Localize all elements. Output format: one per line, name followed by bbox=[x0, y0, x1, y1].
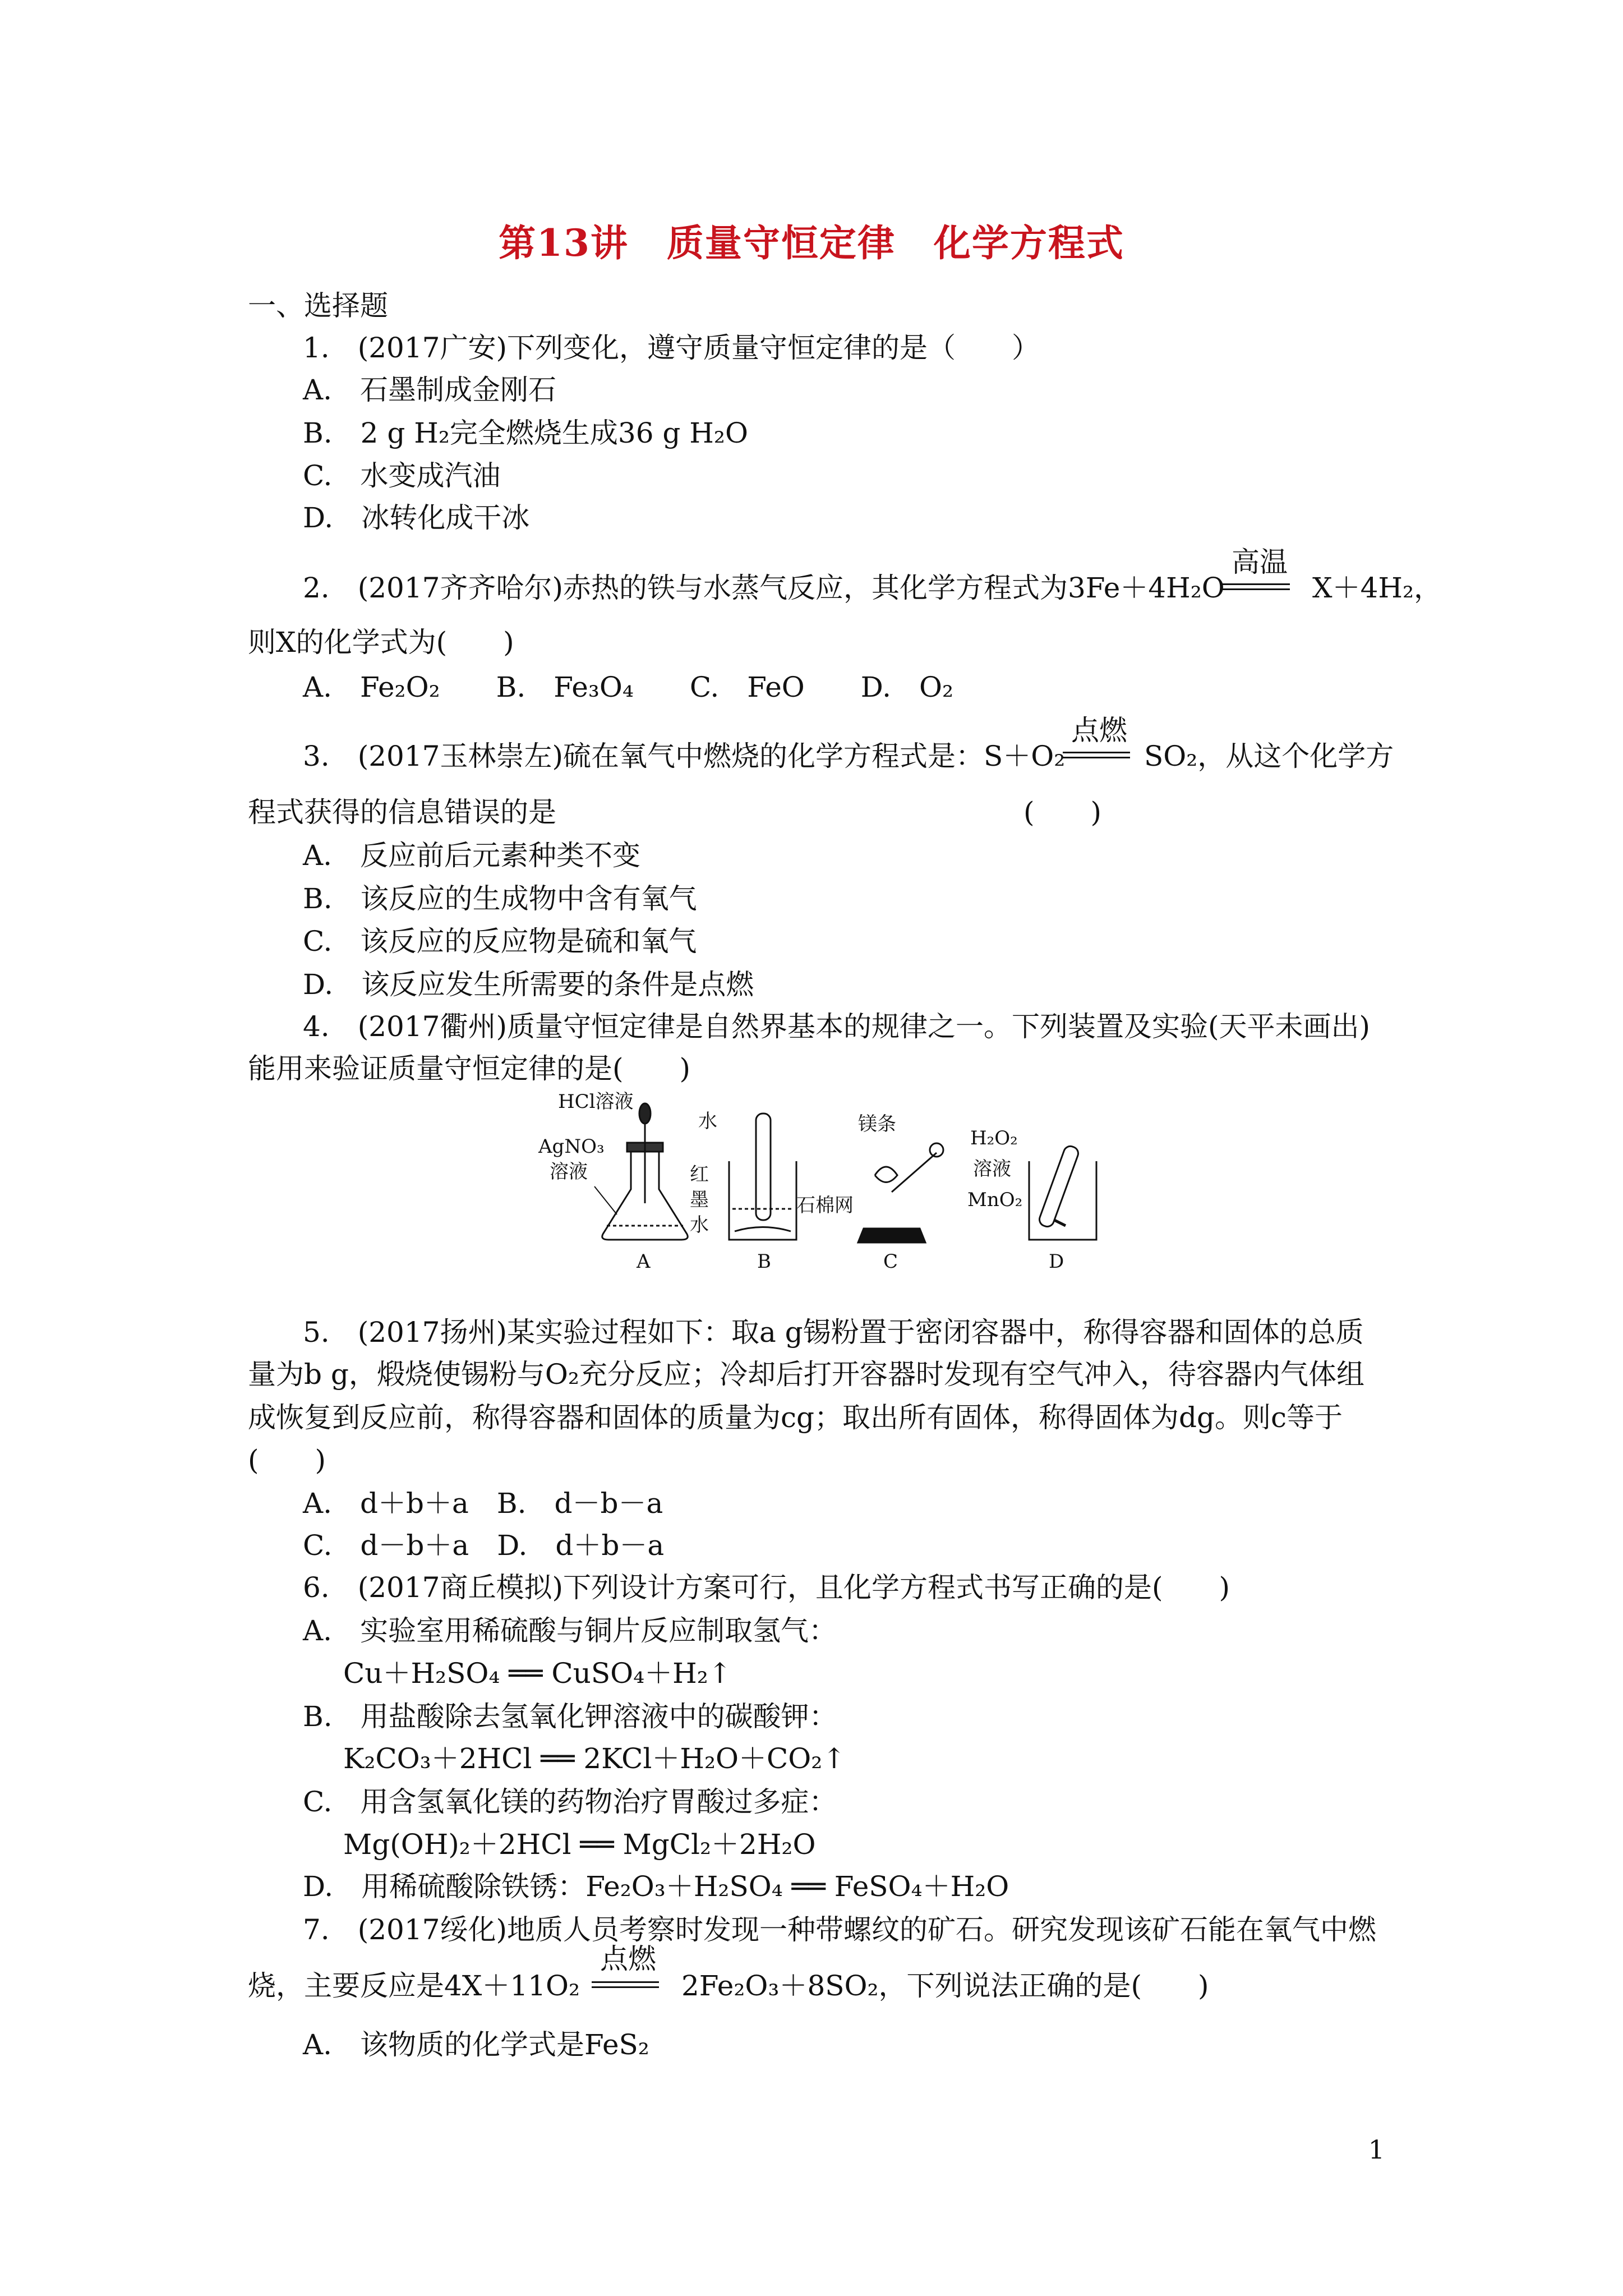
question-6-option-a: A. 实验室用稀硫酸与铜片反应制取氢气： bbox=[303, 1614, 837, 1647]
question-7-line-2-part-1: 烧，主要反应是4X＋11O₂ bbox=[248, 1970, 580, 2002]
question-7-line-2-part-2: 2Fe₂O₃＋8SO₂，下列说法正确的是( ) bbox=[681, 1970, 1209, 2002]
question-6-option-b-equation: K₂CO₃＋2HCl ══ 2KCl＋H₂O＋CO₂↑ bbox=[343, 1742, 846, 1775]
apparatus-a-flask bbox=[602, 1103, 688, 1240]
question-3-option-d: D. 该反应发生所需要的条件是点燃 bbox=[303, 968, 754, 1001]
section-heading: 一、选择题 bbox=[248, 289, 388, 322]
question-7-option-a: A. 该物质的化学式是FeS₂ bbox=[303, 2028, 649, 2061]
question-6-stem: 6. (2017商丘模拟)下列设计方案可行，且化学方程式书写正确的是( ) bbox=[303, 1571, 1230, 1604]
question-5-line-4: ( ) bbox=[248, 1444, 326, 1476]
label-h2o2: H₂O₂ bbox=[970, 1127, 1018, 1149]
label-mno2: MnO₂ bbox=[967, 1189, 1023, 1211]
question-7-reaction-condition: 点燃 bbox=[600, 1943, 656, 1975]
question-5-line-2: 量为b g，煅烧使锡粉与O₂充分反应；冷却后打开容器时发现有空气冲入，待容器内气体组 bbox=[248, 1358, 1364, 1391]
question-3-equals-sign bbox=[1063, 752, 1130, 758]
question-5-line-1: 5. (2017扬州)某实验过程如下：取a g锡粉置于密闭容器中，称得容器和固体的总质 bbox=[303, 1316, 1364, 1349]
question-7-equals-sign bbox=[592, 1981, 659, 1988]
question-3-stem-part-2: SO₂，从这个化学方 bbox=[1144, 740, 1394, 772]
question-3-reaction-condition: 点燃 bbox=[1071, 714, 1127, 747]
page-title: 第13讲 质量守恒定律 化学方程式 bbox=[499, 221, 1124, 265]
question-5-options-cd: C. d－b＋a D. d＋b－a bbox=[303, 1529, 665, 1562]
question-6-option-a-equation: Cu＋H₂SO₄ ══ CuSO₄＋H₂↑ bbox=[343, 1657, 732, 1690]
figure-label-b: B bbox=[757, 1250, 771, 1273]
question-2-reaction-condition: 高温 bbox=[1232, 546, 1288, 578]
label-magnesium-ribbon: 镁条 bbox=[858, 1113, 896, 1135]
figure-label-a: A bbox=[637, 1250, 651, 1273]
question-2-options: A. Fe₂O₂ B. Fe₃O₄ C. FeO D. O₂ bbox=[303, 671, 954, 703]
question-1-stem: 1. (2017广安)下列变化，遵守质量守恒定律的是（ ） bbox=[303, 332, 1040, 364]
question-6-option-c: C. 用含氢氧化镁的药物治疗胃酸过多症： bbox=[303, 1786, 837, 1818]
question-1-option-c: C. 水变成汽油 bbox=[303, 459, 501, 492]
question-3-stem-part-3: 程式获得的信息错误的是 bbox=[248, 796, 556, 829]
label-agno3: AgNO₃ bbox=[538, 1135, 605, 1158]
label-red: 红 bbox=[690, 1163, 709, 1186]
apparatus-c-magnesium bbox=[858, 1143, 943, 1243]
question-6-option-b: B. 用盐酸除去氢氧化钾溶液中的碳酸钾： bbox=[303, 1700, 837, 1733]
figure-label-c: C bbox=[883, 1250, 898, 1273]
question-3-option-c: C. 该反应的反应物是硫和氧气 bbox=[303, 925, 697, 958]
label-water-2: 水 bbox=[690, 1214, 709, 1236]
question-6-option-d: D. 用稀硫酸除铁锈：Fe₂O₃＋H₂SO₄ ══ FeSO₄＋H₂O bbox=[303, 1870, 1009, 1903]
label-agno3-solution: 溶液 bbox=[550, 1161, 588, 1183]
question-2-equals-sign bbox=[1223, 583, 1290, 590]
question-5-options-ab: A. d＋b＋a B. d－b－a bbox=[303, 1487, 663, 1520]
label-water: 水 bbox=[698, 1110, 717, 1133]
apparatus-b-beaker bbox=[729, 1114, 796, 1240]
question-5-line-3: 成恢复到反应前，称得容器和固体的质量为cg；取出所有固体，称得固体为dg。则c等于 bbox=[248, 1401, 1343, 1434]
label-h2o2-solution: 溶液 bbox=[973, 1158, 1011, 1180]
question-4-stem-part-1: 4. (2017衢州)质量守恒定律是自然界基本的规律之一。下列装置及实验(天平未画出) bbox=[303, 1010, 1370, 1043]
question-3-option-b: B. 该反应的生成物中含有氧气 bbox=[303, 882, 697, 915]
question-2-stem-part-1: 2. (2017齐齐哈尔)赤热的铁与水蒸气反应，其化学方程式为3Fe＋4H₂O bbox=[303, 572, 1225, 604]
figure-label-d: D bbox=[1049, 1250, 1064, 1273]
question-1-option-a: A. 石墨制成金刚石 bbox=[303, 374, 557, 406]
page-number: 1 bbox=[1368, 2134, 1385, 2165]
label-asbestos-gauze: 石棉网 bbox=[796, 1194, 854, 1217]
apparatus-d-beaker bbox=[1029, 1144, 1096, 1240]
label-ink: 墨 bbox=[690, 1189, 709, 1211]
question-3-option-a: A. 反应前后元素种类不变 bbox=[303, 839, 641, 872]
experiment-apparatus-figure bbox=[533, 1091, 1127, 1276]
label-hcl-solution: HCl溶液 bbox=[558, 1091, 634, 1113]
question-1-option-d: D. 冰转化成干冰 bbox=[303, 501, 530, 534]
question-6-option-c-equation: Mg(OH)₂＋2HCl ══ MgCl₂＋2H₂O bbox=[343, 1828, 816, 1861]
question-2-stem-part-3: 则X的化学式为( ) bbox=[248, 626, 514, 659]
question-2-stem-part-2: X＋4H₂， bbox=[1312, 572, 1442, 604]
question-1-option-b: B. 2 g H₂完全燃烧生成36 g H₂O bbox=[303, 417, 748, 449]
question-3-stem-part-1: 3. (2017玉林崇左)硫在氧气中燃烧的化学方程式是：S＋O₂ bbox=[303, 740, 1066, 772]
question-7-line-1: 7. (2017绥化)地质人员考察时发现一种带螺纹的矿石。研究发现该矿石能在氧气中燃 bbox=[303, 1913, 1376, 1946]
question-4-stem-part-2: 能用来验证质量守恒定律的是( ) bbox=[248, 1052, 691, 1085]
question-3-answer-paren: ( ) bbox=[1023, 796, 1102, 829]
